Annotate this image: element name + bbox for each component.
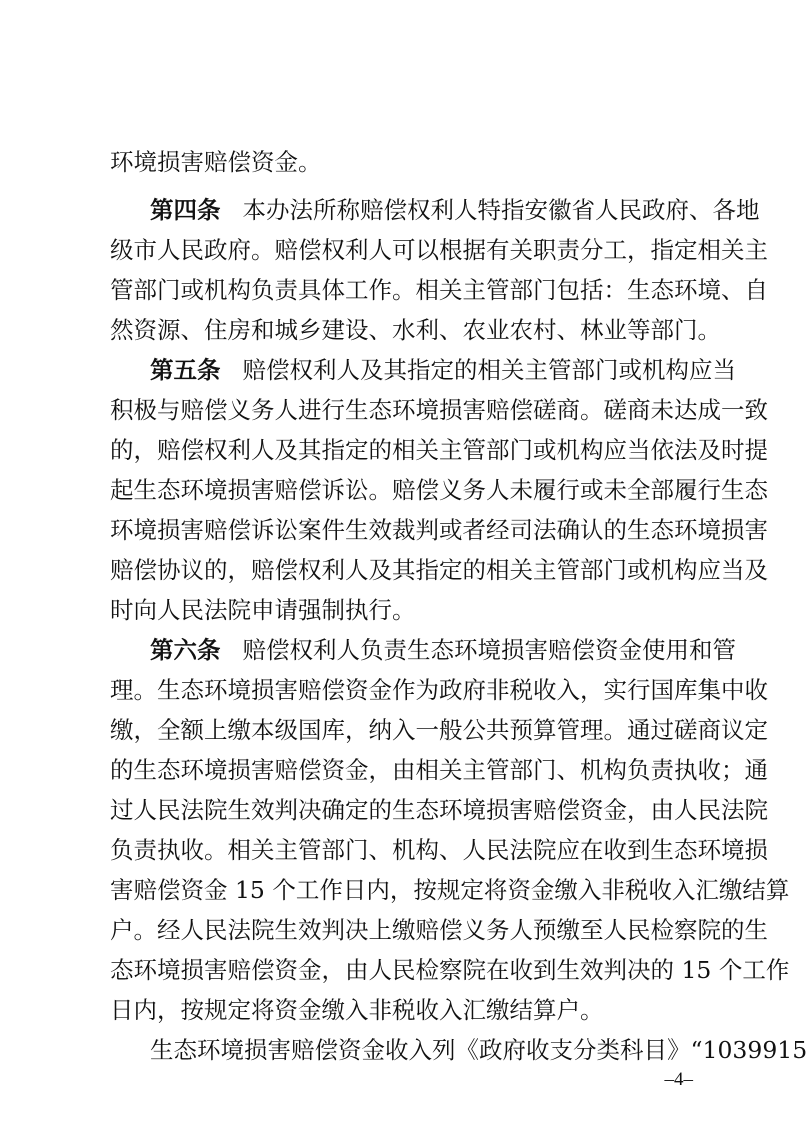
text-line: 然资源、住房和城乡建设、水利、农业农村、林业等部门。 (110, 316, 721, 344)
text-line: 本办法所称赔偿权利人特指安徽省人民政府、各地 (242, 196, 760, 224)
text-line: 缴，全额上缴本级国库，纳入一般公共预算管理。通过磋商议定 (110, 716, 768, 744)
text-line: 户。经人民法院生效判决上缴赔偿义务人预缴至人民检察院的生 (110, 916, 768, 944)
article-5-first-line (150, 354, 736, 386)
text-line: 环境损害赔偿资金。 (110, 148, 322, 176)
text-line: 态环境损害赔偿资金，由人民检察院在收到生效判决的 15 个工作 (110, 956, 790, 984)
text-line: 过人民法院生效判决确定的生态环境损害赔偿资金，由人民法院 (110, 796, 768, 824)
article-6-first-line (150, 634, 736, 666)
article-4-heading: 第四条 (150, 196, 221, 224)
article-5-heading: 第五条 (150, 356, 221, 384)
page-number: –4– (664, 1069, 693, 1090)
text-line: 的，赔偿权利人及其指定的相关主管部门或机构应当依法及时提 (110, 436, 768, 464)
text-line: 害赔偿资金 15 个工作日内，按规定将资金缴入非税收入汇缴结算 (110, 876, 790, 904)
text-line: 起生态环境损害赔偿诉讼。赔偿义务人未履行或未全部履行生态 (110, 476, 768, 504)
text-line: 管部门或机构负责具体工作。相关主管部门包括：生态环境、自 (110, 276, 768, 304)
article-4-first-line (150, 194, 760, 226)
text-line: 理。生态环境损害赔偿资金作为政府非税收入，实行国库集中收 (110, 676, 768, 704)
text-line: 赔偿协议的，赔偿权利人及其指定的相关主管部门或机构应当及 (110, 556, 768, 584)
text-line: 日内，按规定将资金缴入非税收入汇缴结算户。 (110, 996, 604, 1024)
article-6-heading: 第六条 (150, 636, 221, 664)
text-line: 积极与赔偿义务人进行生态环境损害赔偿磋商。磋商未达成一致 (110, 396, 768, 424)
text-line: 赔偿权利人负责生态环境损害赔偿资金使用和管 (242, 636, 736, 664)
text-line: 环境损害赔偿诉讼案件生效裁判或者经司法确认的生态环境损害 (110, 516, 768, 544)
text-line: 生态环境损害赔偿资金收入列《政府收支分类科目》“1039915 (150, 1036, 807, 1064)
text-line: 赔偿权利人及其指定的相关主管部门或机构应当 (242, 356, 736, 384)
text-line: 级市人民政府。赔偿权利人可以根据有关职责分工，指定相关主 (110, 236, 768, 264)
text-line: 负责执收。相关主管部门、机构、人民法院应在收到生态环境损 (110, 836, 768, 864)
text-line: 的生态环境损害赔偿资金，由相关主管部门、机构负责执收；通 (110, 756, 768, 784)
text-line: 时向人民法院申请强制执行。 (110, 596, 416, 624)
